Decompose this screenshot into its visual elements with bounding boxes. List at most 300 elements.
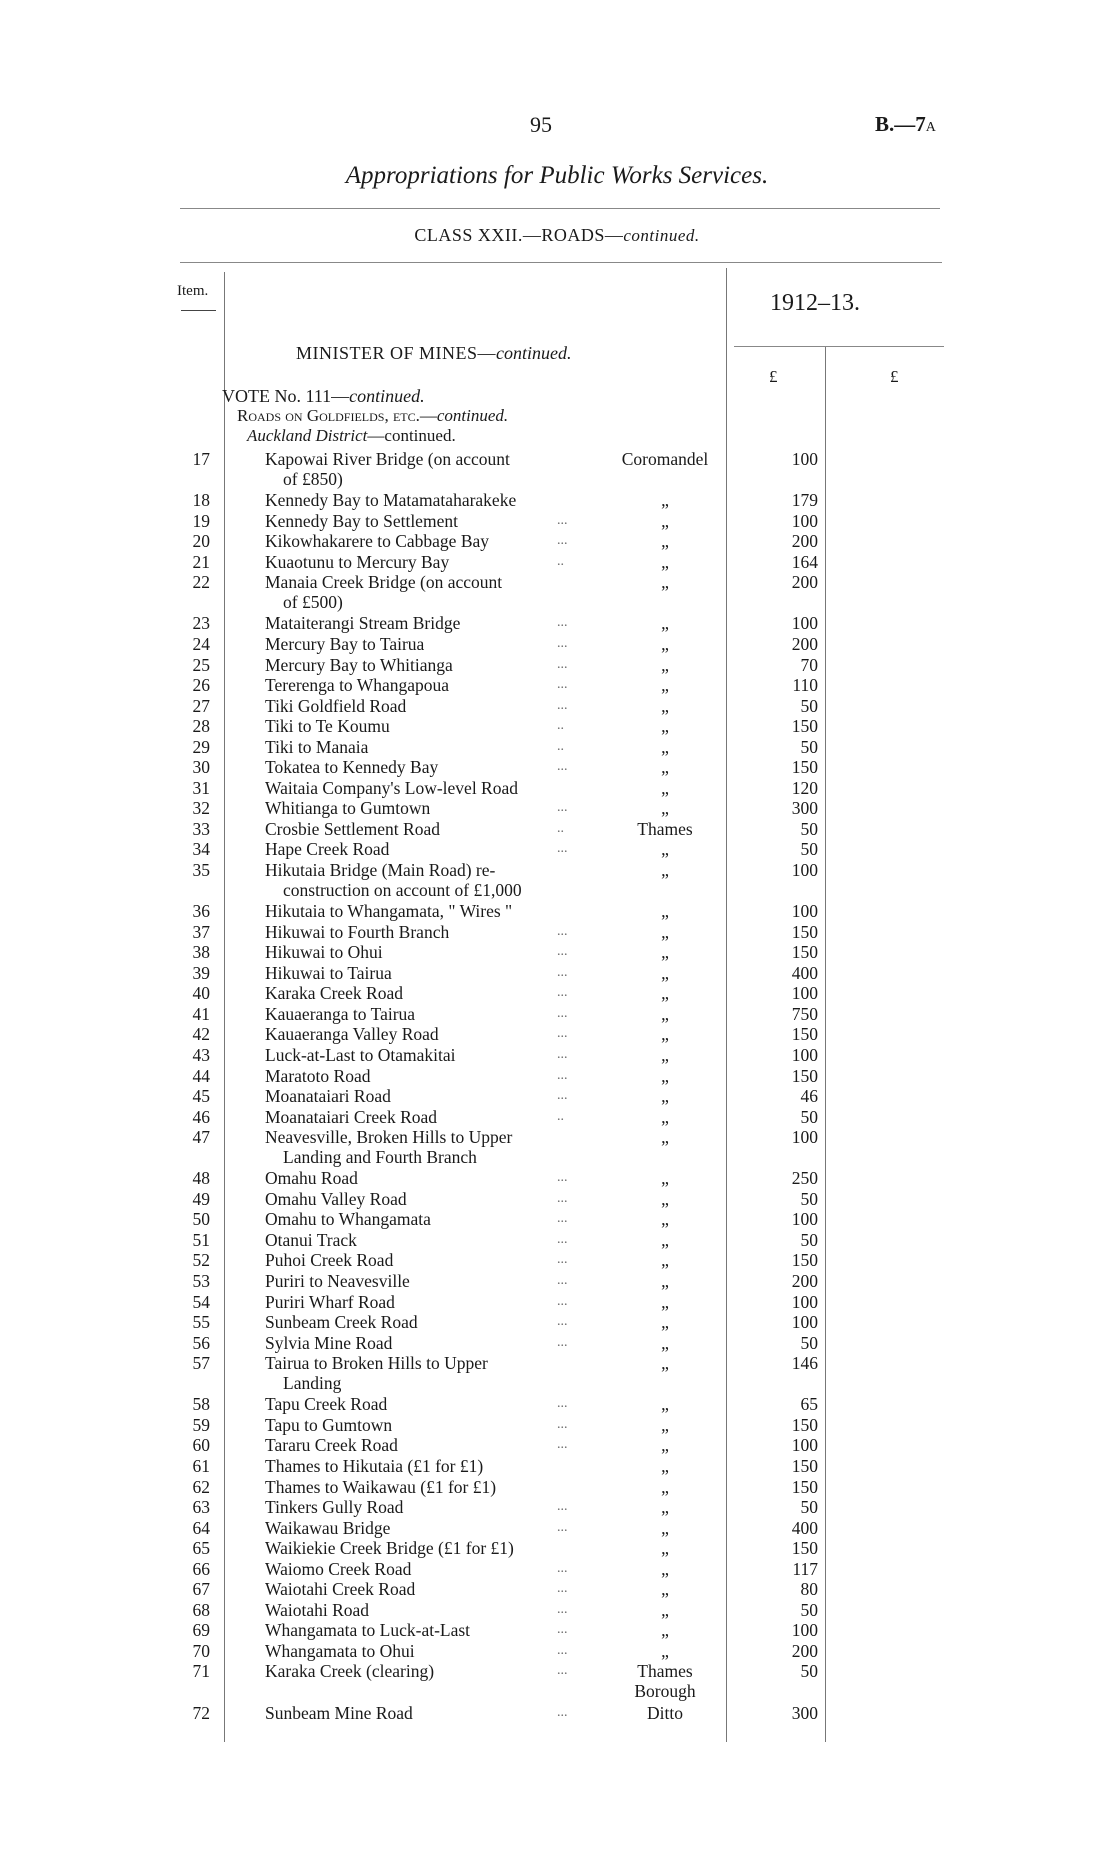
item-column-header: Item.: [177, 283, 209, 299]
item-description-text: Omahu Road: [265, 1168, 358, 1189]
district-name: [590, 1066, 740, 1086]
leader-dots: ...: [557, 1252, 568, 1268]
district-name-text: „: [661, 551, 669, 572]
district-name: [590, 490, 740, 510]
item-description-text: Crosbie Settlement Road: [265, 818, 440, 839]
item-number: 18: [192, 490, 210, 511]
item-description-text: Tapu Creek Road: [265, 1394, 388, 1415]
item-description: [265, 1292, 580, 1312]
item-number: 72: [192, 1702, 210, 1723]
leader-dots: ...: [557, 759, 568, 775]
district-heading-continued: —continued.: [367, 426, 456, 445]
leader-dots: ...: [557, 1519, 568, 1535]
district-name: [590, 757, 740, 777]
item-description-text: Puhoi Creek Road: [265, 1250, 394, 1271]
roads-heading: [237, 406, 508, 426]
leader-dots: ...: [557, 1642, 568, 1658]
item-number: 36: [192, 901, 210, 922]
item-description-text: Manaia Creek Bridge (on account: [265, 572, 503, 593]
item-description: [265, 1230, 580, 1250]
item-number: 26: [192, 675, 210, 696]
item-description: [265, 1127, 580, 1167]
district-name: [590, 963, 740, 983]
district-name: [590, 1641, 740, 1661]
item-description-text: Hikuwai to Fourth Branch: [265, 921, 450, 942]
district-name: [590, 983, 740, 1003]
item-description-text: Whitianga to Gumtown: [265, 798, 431, 819]
leader-dots: ...: [557, 800, 568, 816]
leader-dots: ...: [557, 1211, 568, 1227]
district-name-text: „: [661, 798, 669, 819]
vote-heading: [222, 386, 425, 407]
item-description-text: Waikawau Bridge: [265, 1517, 391, 1538]
item-number: 39: [192, 962, 210, 983]
district-name-text: Thames: [637, 1661, 693, 1682]
amount: 50: [800, 1188, 818, 1209]
item-description: [265, 1456, 580, 1476]
item-number: 21: [192, 551, 210, 572]
item-description-text: Tererenga to Whangapoua: [265, 675, 450, 696]
item-description: [265, 1579, 580, 1599]
leader-dots: ...: [557, 1067, 568, 1083]
item-description-continuation: Landing: [283, 1373, 342, 1394]
item-description-continuation: construction on account of £1,000: [283, 880, 522, 900]
amount: 150: [791, 1024, 818, 1045]
district-name-text: „: [661, 572, 669, 593]
district-name-text: Coromandel: [621, 449, 709, 469]
district-name-text: „: [661, 839, 669, 860]
item-description-text: Tairua to Broken Hills to Upper: [265, 1353, 488, 1374]
item-description: [265, 1559, 580, 1579]
amount: 100: [791, 901, 818, 922]
district-name-text: „: [661, 1414, 669, 1435]
item-description: [265, 1086, 580, 1106]
leader-dots: ..: [557, 738, 564, 754]
roads-heading-continued: continued.: [436, 406, 509, 425]
item-description-text: Hikutaia to Whangamata, " Wires ": [265, 901, 513, 922]
leader-dots: ...: [557, 677, 568, 693]
district-name: [590, 1004, 740, 1024]
leader-dots: ..: [557, 718, 564, 734]
amount: 50: [800, 1497, 818, 1518]
item-description: [265, 1107, 580, 1127]
leader-dots: ...: [557, 1622, 568, 1638]
amount: 100: [791, 1291, 818, 1312]
item-description-text: Hikuwai to Tairua: [265, 962, 392, 983]
item-number: 56: [192, 1332, 210, 1353]
district-name-text: „: [661, 757, 669, 778]
item-number: 65: [192, 1538, 210, 1559]
document-reference-main: B.—7: [875, 112, 926, 136]
item-description: [265, 963, 580, 983]
item-description-text: Karaka Creek (clearing): [265, 1661, 435, 1682]
item-number: 27: [192, 695, 210, 716]
item-description-text: Thames to Hikutaia (£1 for £1): [265, 1455, 484, 1476]
item-number: 25: [192, 654, 210, 675]
year-header-rule: [734, 346, 944, 347]
minister-heading-text: MINISTER OF MINES—: [296, 343, 497, 363]
item-description: [265, 1250, 580, 1270]
item-number: 70: [192, 1640, 210, 1661]
amount: 100: [791, 1435, 818, 1456]
item-description: [265, 1620, 580, 1640]
item-number: 57: [192, 1353, 210, 1374]
amount: 150: [791, 1455, 818, 1476]
district-name-text: „: [661, 1312, 669, 1333]
item-description: [265, 1703, 580, 1723]
amount: 46: [800, 1086, 818, 1107]
page-number: 95: [530, 112, 552, 137]
district-name: [590, 839, 740, 859]
leader-dots: ...: [557, 1581, 568, 1597]
item-description: [265, 634, 580, 654]
amount: 150: [791, 1065, 818, 1086]
amount: 120: [791, 777, 818, 798]
amount: 50: [800, 736, 818, 757]
item-description: [265, 983, 580, 1003]
item-description-text: Kauaeranga Valley Road: [265, 1024, 439, 1045]
amount: 150: [791, 716, 818, 737]
item-number: 24: [192, 633, 210, 654]
item-description: [265, 778, 580, 798]
item-description: [265, 449, 580, 489]
leader-dots: ...: [557, 1396, 568, 1412]
district-name-text: „: [661, 1188, 669, 1209]
item-number: 28: [192, 716, 210, 737]
district-name-text: „: [661, 1394, 669, 1415]
leader-dots: ..: [557, 553, 564, 569]
item-description: [265, 1394, 580, 1414]
item-number: 34: [192, 839, 210, 860]
item-description-text: Puriri to Neavesville: [265, 1271, 410, 1291]
amount: 100: [791, 613, 818, 634]
leader-dots: ...: [557, 533, 568, 549]
item-number: 67: [192, 1579, 210, 1600]
item-number: 45: [192, 1086, 210, 1107]
district-name-text: „: [661, 1127, 669, 1148]
item-number: 49: [192, 1188, 210, 1209]
item-description: [265, 737, 580, 757]
district-name: [590, 942, 740, 962]
amount: 400: [791, 962, 818, 983]
district-name-text: „: [661, 1291, 669, 1312]
item-description: [265, 531, 580, 551]
amount: 50: [800, 1599, 818, 1620]
item-description-text: Thames to Waikawau (£1 for £1): [265, 1476, 497, 1497]
district-name: [590, 819, 740, 839]
leader-dots: ...: [557, 1704, 568, 1720]
amount: 200: [791, 572, 818, 593]
district-name: [590, 1477, 740, 1497]
district-name: [590, 696, 740, 716]
item-description: [265, 1066, 580, 1086]
page-title: Appropriations for Public Works Services.: [345, 162, 769, 189]
district-name: [590, 1230, 740, 1250]
item-number: 17: [192, 449, 210, 469]
item-number: 30: [192, 757, 210, 778]
district-name: [590, 1661, 740, 1701]
district-name-text: „: [661, 1353, 669, 1374]
leader-dots: ...: [557, 512, 568, 528]
item-description-text: Kennedy Bay to Settlement: [265, 510, 458, 531]
leader-dots: ...: [557, 1416, 568, 1432]
amount: 100: [791, 1127, 818, 1148]
item-description: [265, 819, 580, 839]
item-description: [265, 922, 580, 942]
amount: 100: [791, 983, 818, 1004]
leader-dots: ...: [557, 985, 568, 1001]
leader-dots: ...: [557, 841, 568, 857]
amount: 200: [791, 1640, 818, 1661]
item-number: 32: [192, 798, 210, 819]
district-name: [590, 1415, 740, 1435]
district-name-text: „: [661, 1599, 669, 1620]
district-name: [590, 1127, 740, 1147]
district-name: [590, 1024, 740, 1044]
district-name: [590, 613, 740, 633]
vote-heading-continued: continued.: [349, 386, 425, 406]
item-description: [265, 1600, 580, 1620]
district-name-text: „: [661, 1455, 669, 1476]
item-description-text: Moanataiari Road: [265, 1086, 391, 1107]
item-description-text: Waiotahi Creek Road: [265, 1579, 416, 1600]
item-number: 40: [192, 983, 210, 1004]
item-description-text: Tokatea to Kennedy Bay: [265, 757, 439, 778]
amount: 164: [791, 551, 818, 572]
district-name: [590, 1620, 740, 1640]
district-name: [590, 552, 740, 572]
district-name: [590, 1394, 740, 1414]
district-name-text: „: [661, 860, 669, 880]
item-number: 47: [192, 1127, 210, 1148]
item-number: 63: [192, 1497, 210, 1518]
leader-dots: ...: [557, 923, 568, 939]
amount: 300: [791, 798, 818, 819]
title-rule: [180, 208, 940, 209]
leader-dots: ...: [557, 1170, 568, 1186]
leader-dots: ...: [557, 1046, 568, 1062]
amount: 100: [791, 1209, 818, 1230]
leader-dots: ...: [557, 1601, 568, 1617]
item-description-text: Moanataiari Creek Road: [265, 1106, 438, 1127]
district-name: [590, 922, 740, 942]
item-column-divider: [224, 272, 225, 1742]
document-reference-suffix: A: [925, 120, 936, 135]
leader-dots: ...: [557, 1437, 568, 1453]
district-name-text: „: [661, 675, 669, 696]
district-name: [590, 1518, 740, 1538]
item-number: 41: [192, 1003, 210, 1024]
item-number: 20: [192, 531, 210, 552]
item-description: [265, 860, 580, 900]
leader-dots: ...: [557, 656, 568, 672]
class-heading-continued: continued.: [623, 226, 700, 245]
leader-dots: ..: [557, 1108, 564, 1124]
amount: 750: [791, 1003, 818, 1024]
district-name: [590, 1209, 740, 1229]
amount: 50: [800, 1332, 818, 1353]
item-number: 69: [192, 1620, 210, 1641]
district-name: [590, 1189, 740, 1209]
item-description: [265, 1538, 580, 1558]
leader-dots: ...: [557, 1005, 568, 1021]
district-name-continuation: Borough: [634, 1681, 696, 1702]
item-description: [265, 942, 580, 962]
amount: 150: [791, 1538, 818, 1559]
amount: 150: [791, 757, 818, 778]
item-description-text: Tiki to Te Koumu: [265, 716, 390, 737]
item-description: [265, 1353, 580, 1393]
document-reference: [875, 112, 936, 137]
district-name: [590, 737, 740, 757]
leader-dots: ...: [557, 1560, 568, 1576]
amount: 150: [791, 942, 818, 963]
table-top-rule: [180, 262, 942, 263]
district-name-text: „: [661, 633, 669, 654]
amount: 50: [800, 818, 818, 839]
item-description: [265, 1477, 580, 1497]
leader-dots: ...: [557, 1088, 568, 1104]
class-heading: [0, 225, 1114, 246]
leader-dots: ...: [557, 1499, 568, 1515]
item-description: [265, 655, 580, 675]
district-name: [590, 860, 740, 880]
minister-heading-continued: continued.: [496, 343, 572, 363]
district-name: [590, 511, 740, 531]
item-description: [265, 798, 580, 818]
district-name-text: „: [661, 1065, 669, 1086]
item-number: 38: [192, 942, 210, 963]
leader-dots: ..: [557, 820, 564, 836]
item-description-text: Hikuwai to Ohui: [265, 942, 383, 963]
item-description-continuation: of £500): [283, 592, 343, 613]
vote-heading-text: VOTE No. 111—: [222, 386, 350, 406]
district-name-text: „: [661, 1229, 669, 1250]
district-name-text: „: [661, 654, 669, 675]
district-name: [590, 1312, 740, 1332]
item-number: 31: [192, 777, 210, 798]
district-name: [590, 655, 740, 675]
item-description-text: Hape Creek Road: [265, 839, 390, 860]
item-number: 42: [192, 1024, 210, 1045]
district-name-text: Ditto: [647, 1702, 683, 1723]
item-description: [265, 1497, 580, 1517]
item-number: 52: [192, 1250, 210, 1271]
item-description-continuation: of £850): [283, 469, 343, 489]
district-name-text: Thames: [637, 818, 693, 839]
amount: 100: [791, 510, 818, 531]
leader-dots: ...: [557, 615, 568, 631]
item-description: [265, 901, 580, 921]
amount: 70: [800, 654, 818, 675]
amount: 50: [800, 1106, 818, 1127]
item-number: 71: [192, 1661, 210, 1682]
item-description-text: Hikutaia Bridge (Main Road) re-: [265, 860, 496, 880]
district-name-text: „: [661, 1044, 669, 1065]
item-description: [265, 552, 580, 572]
minister-heading: [296, 343, 572, 364]
leader-dots: ...: [557, 1663, 568, 1679]
district-name: [590, 1456, 740, 1476]
leader-dots: ...: [557, 635, 568, 651]
item-description-text: Kennedy Bay to Matamataharakeke: [265, 490, 517, 511]
district-name-text: „: [661, 921, 669, 942]
district-name-text: „: [661, 1332, 669, 1353]
amount: 50: [800, 1229, 818, 1250]
item-description: [265, 613, 580, 633]
leader-dots: ...: [557, 1231, 568, 1247]
district-name-text: „: [661, 1003, 669, 1024]
district-name: [590, 778, 740, 798]
item-description: [265, 1333, 580, 1353]
district-name-text: „: [661, 1640, 669, 1661]
district-name: [590, 1333, 740, 1353]
district-name: [590, 1600, 740, 1620]
district-name: [590, 901, 740, 921]
district-name: [590, 634, 740, 654]
amount: 65: [800, 1394, 818, 1415]
district-name-text: „: [661, 1168, 669, 1189]
item-description-text: Otanui Track: [265, 1229, 357, 1250]
item-header-underline: [181, 310, 216, 311]
amount: 150: [791, 1250, 818, 1271]
amount: 200: [791, 1271, 818, 1291]
item-description-text: Waikiekie Creek Bridge (£1 for £1): [265, 1538, 514, 1559]
item-number: 23: [192, 613, 210, 634]
district-name: [590, 1703, 740, 1723]
district-name-text: „: [661, 1250, 669, 1271]
amount: 146: [791, 1353, 818, 1374]
district-name-text: „: [661, 613, 669, 634]
district-name-text: „: [661, 1620, 669, 1641]
item-description-text: Waitaia Company's Low-level Road: [265, 777, 518, 798]
leader-dots: ...: [557, 1026, 568, 1042]
item-description: [265, 511, 580, 531]
item-description: [265, 1661, 580, 1681]
item-description-text: Tiki to Manaia: [265, 736, 369, 757]
item-description-text: Whangamata to Ohui: [265, 1640, 415, 1661]
item-number: 43: [192, 1044, 210, 1065]
district-name: [590, 1435, 740, 1455]
amount: 100: [791, 1620, 818, 1641]
item-description: [265, 1271, 580, 1291]
district-name-text: „: [661, 901, 669, 922]
district-name: [590, 449, 740, 469]
item-number: 37: [192, 921, 210, 942]
amount: 300: [791, 1702, 818, 1723]
item-number: 54: [192, 1291, 210, 1312]
district-name-text: „: [661, 1271, 669, 1291]
item-description: [265, 490, 580, 510]
amount: 117: [792, 1558, 818, 1579]
district-name-text: „: [661, 1579, 669, 1600]
amount: 250: [791, 1168, 818, 1189]
amount: 150: [791, 1476, 818, 1497]
item-number: 22: [192, 572, 210, 593]
district-name: [590, 798, 740, 818]
district-name-text: „: [661, 490, 669, 511]
item-description-text: Tapu to Gumtown: [265, 1414, 393, 1435]
district-name-text: „: [661, 983, 669, 1004]
item-description-text: Mercury Bay to Whitianga: [265, 654, 453, 675]
item-description: [265, 1435, 580, 1455]
item-number: 33: [192, 818, 210, 839]
item-description: [265, 839, 580, 859]
item-description-text: Omahu to Whangamata: [265, 1209, 431, 1230]
item-description-text: Mercury Bay to Tairua: [265, 633, 425, 654]
class-heading-text: CLASS XXII.—ROADS—: [414, 225, 624, 245]
item-number: 35: [192, 860, 210, 880]
